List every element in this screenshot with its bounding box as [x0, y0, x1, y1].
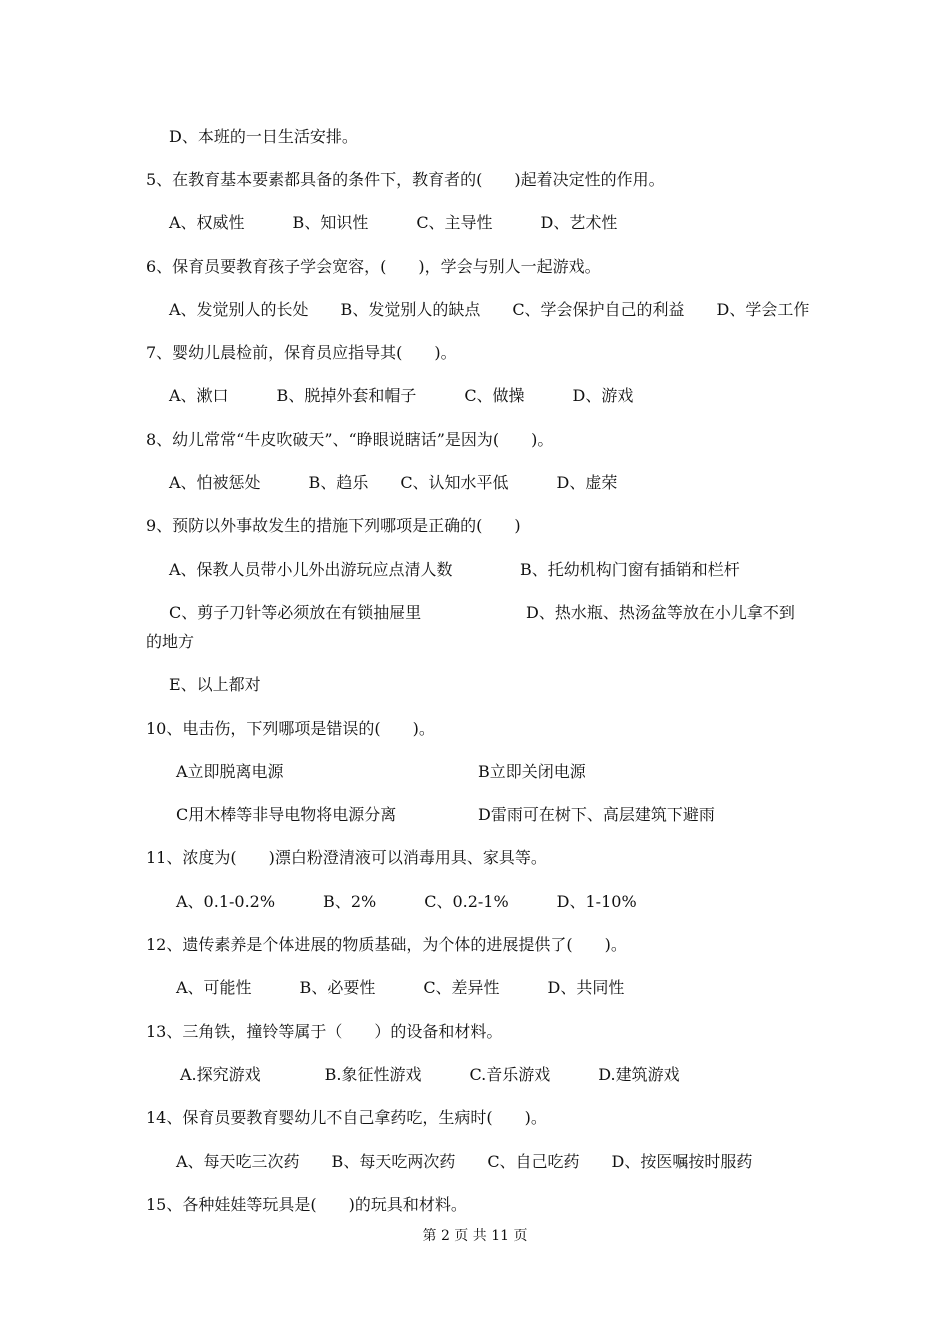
- question-5: 5、在教育基本要素都具备的条件下，教育者的( )起着决定性的作用。: [146, 170, 665, 189]
- option-line: D、本班的一日生活安排。: [169, 127, 358, 146]
- question-9-option-b: B、托幼机构门窗有插销和栏杆: [520, 560, 740, 579]
- question-12: 12、遗传素养是个体进展的物质基础，为个体的进展提供了( )。: [146, 935, 627, 954]
- question-10-option-d: D雷雨可在树下、高层建筑下避雨: [478, 805, 715, 824]
- question-14: 14、保育员要教育婴幼儿不自己拿药吃，生病时( )。: [146, 1108, 547, 1127]
- question-13: 13、三角铁，撞铃等属于（ ）的设备和材料。: [146, 1022, 503, 1041]
- question-10: 10、电击伤，下列哪项是错误的( )。: [146, 719, 435, 738]
- question-8: 8、幼儿常常“牛皮吹破天”、“睁眼说瞎话”是因为( )。: [146, 430, 554, 449]
- page-footer: 第 2 页 共 11 页: [422, 1228, 528, 1244]
- question-5-options: A、权威性 B、知识性 C、主导性 D、艺术性: [169, 213, 618, 232]
- question-9-option-a: A、保教人员带小儿外出游玩应点清人数: [169, 560, 453, 579]
- question-7-options: A、漱口 B、脱掉外套和帽子 C、做操 D、游戏: [169, 386, 634, 405]
- question-10-option-c: C用木棒等非导电物将电源分离: [176, 805, 397, 824]
- question-12-options: A、可能性 B、必要性 C、差异性 D、共同性: [176, 978, 625, 997]
- question-6: 6、保育员要教育孩子学会宽容，( )，学会与别人一起游戏。: [146, 257, 601, 276]
- question-10-option-a: A立即脱离电源: [176, 762, 284, 781]
- question-9: 9、预防以外事故发生的措施下列哪项是正确的( ): [146, 516, 521, 535]
- question-7: 7、婴幼儿晨检前，保育员应指导其( )。: [146, 343, 457, 362]
- question-8-options: A、怕被惩处 B、趋乐 C、认知水平低 D、虚荣: [169, 473, 618, 492]
- question-9-option-d: D、热水瓶、热汤盆等放在小儿拿不到: [526, 603, 795, 622]
- question-13-options: A.探究游戏 B.象征性游戏 C.音乐游戏 D.建筑游戏: [180, 1065, 680, 1084]
- question-14-options: A、每天吃三次药 B、每天吃两次药 C、自己吃药 D、按医嘱按时服药: [176, 1152, 753, 1171]
- question-15: 15、各种娃娃等玩具是( )的玩具和材料。: [146, 1195, 467, 1214]
- question-11-options: A、0.1-0.2% B、2% C、0.2-1% D、1-10%: [176, 892, 637, 911]
- question-9-option-e: E、以上都对: [169, 675, 261, 694]
- question-9-option-d-wrap: 的地方: [146, 632, 195, 651]
- question-6-options: A、发觉别人的长处 B、发觉别人的缺点 C、学会保护自己的利益 D、学会工作: [169, 300, 810, 319]
- question-10-option-b: B立即关闭电源: [478, 762, 586, 781]
- question-9-option-c: C、剪子刀针等必须放在有锁抽屉里: [169, 603, 422, 622]
- question-11: 11、浓度为( )漂白粉澄清液可以消毒用具、家具等。: [146, 848, 547, 867]
